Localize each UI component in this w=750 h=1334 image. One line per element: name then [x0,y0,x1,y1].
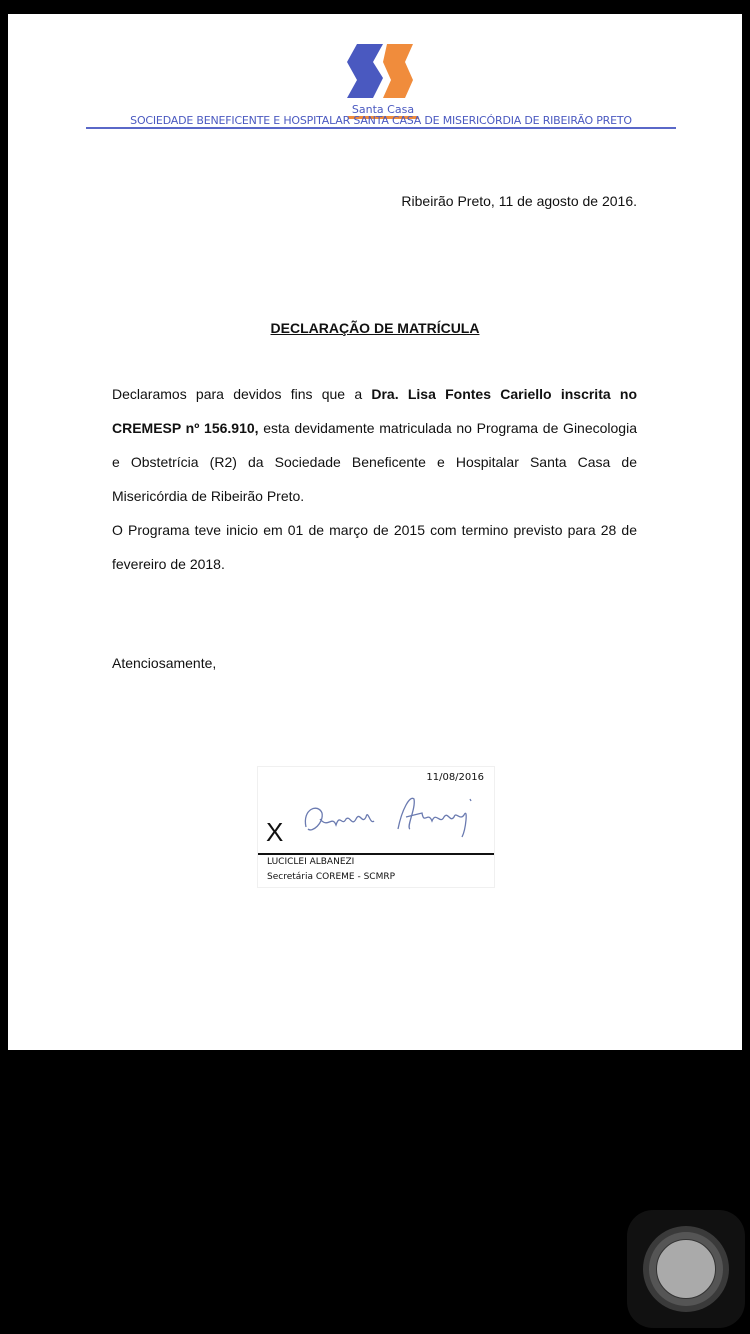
signature-block [257,766,495,888]
document-page [8,14,742,1050]
institution-name: SOCIEDADE BENEFICENTE E HOSPITALAR SANTA CASA DE MISERICÓRDIA DE RIBEIRÃO PRETO [130,114,632,127]
assistive-touch-outer-ring [643,1226,729,1312]
closing: Atenciosamente, [112,655,217,671]
handwritten-signature [298,789,488,849]
header-divider [86,127,676,129]
date-line: Ribeirão Preto, 11 de agosto de 2016. [401,193,637,209]
logo-text: Santa Casa [351,103,415,116]
signer-role: Secretária COREME - SCMRP [267,872,396,882]
para1-bold: Dra. Lisa Fontes Cariello inscrita no CREMESP nº 156.910, [112,386,637,436]
paragraph-1 [112,377,637,513]
signature-x-mark: X [266,817,284,847]
document-title: DECLARAÇÃO DE MATRÍCULA [270,320,480,336]
para1-rest: esta devidamente matriculada no Programa de Ginecologia e Obstetrícia (R2) da Sociedade Beneficente e Hospitalar Santa Casa de Misericórdia de Ribeirão Preto. [112,420,637,504]
assistive-touch-inner-ring [649,1232,723,1306]
signer-name: LUCICLEI ALBANEZI [267,857,355,867]
assistive-touch-button[interactable] [627,1210,745,1328]
signature-line [258,853,494,855]
assistive-touch-icon [656,1239,716,1299]
document-body [112,377,637,581]
para1-intro: Declaramos para devidos fins que a [112,386,372,402]
signature-date: 11/08/2016 [426,772,484,783]
paragraph-2: O Programa teve inicio em 01 de março de 2015 com termino previsto para 28 de fevereiro de 2018. [112,522,637,572]
